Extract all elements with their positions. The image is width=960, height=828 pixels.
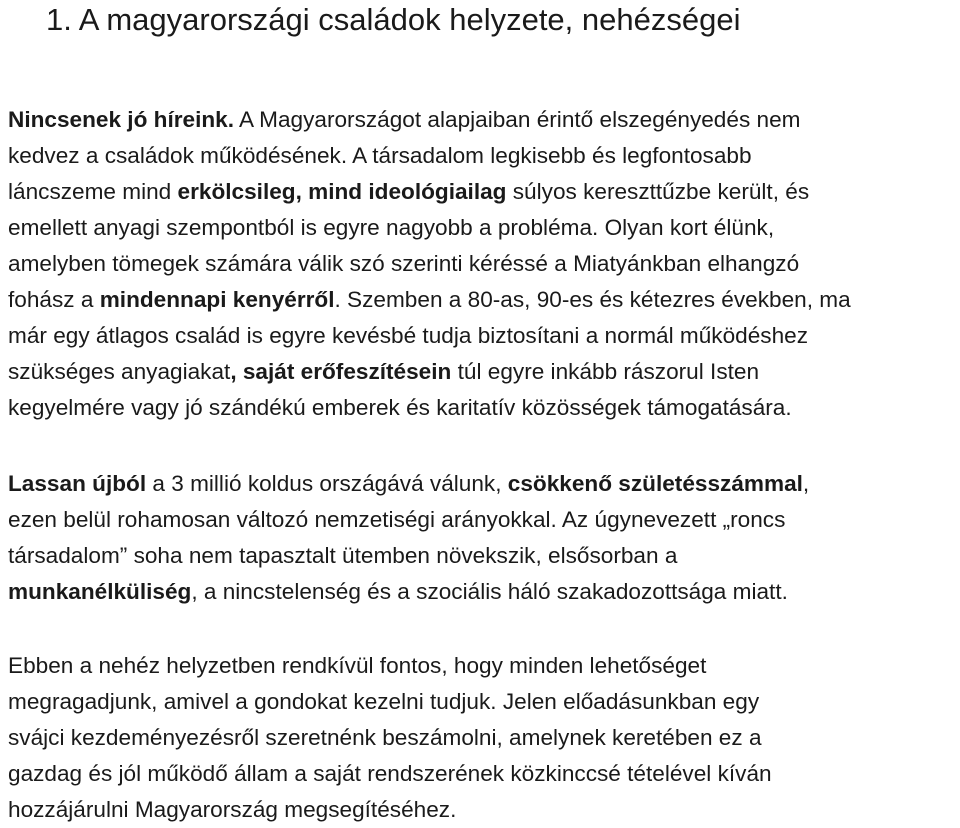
text-line: [8, 502, 956, 538]
bold-text-run: csökkenő születésszámmal: [507, 471, 803, 496]
text-run: már egy átlagos család is egyre kevésbé tudja biztosítani a normál működéshez: [8, 323, 808, 348]
text-run: hozzájárulni Magyarország megsegítéséhez.: [8, 797, 457, 822]
text-run: , a nincstelenség és a szociális háló szakadozottsága miatt.: [191, 579, 788, 604]
text-run: kegyelmére vagy jó szándékú emberek és karitatív közösségek támogatására.: [8, 395, 792, 420]
text-line: [8, 210, 956, 246]
text-line: [8, 318, 956, 354]
text-run: svájci kezdeményezésről szeretnénk beszámolni, amelynek keretében ez a: [8, 725, 762, 750]
text-line: [8, 102, 956, 138]
text-run: szükséges anyagiakat: [8, 359, 231, 384]
text-line: [8, 282, 956, 318]
text-run: emellett anyagi szempontból is egyre nagyobb a probléma. Olyan kort élünk,: [8, 215, 775, 240]
text-line: [8, 466, 956, 502]
text-line: [8, 138, 956, 174]
text-run: . Szemben a 80-as, 90-es és kétezres években, ma: [334, 287, 851, 312]
text-run: ezen belül rohamosan változó nemzetiségi arányokkal. Az úgynevezett „roncs: [8, 507, 786, 532]
text-line: [8, 792, 956, 828]
text-line: [8, 720, 956, 756]
text-run: Ebben a nehéz helyzetben rendkívül fontos, hogy minden lehetőséget: [8, 653, 707, 678]
bold-text-run: Lassan újból: [8, 471, 147, 496]
bold-text-run: munkanélküliség: [8, 579, 192, 604]
text-line: [8, 756, 956, 792]
text-run: társadalom” soha nem tapasztalt ütemben növekszik, elsősorban a: [8, 543, 678, 568]
bold-text-run: , saját erőfeszítésein: [230, 359, 452, 384]
text-run: túl egyre inkább rászorul Isten: [451, 359, 760, 384]
text-line: [8, 174, 956, 210]
text-line: [8, 354, 956, 390]
text-run: ,: [802, 471, 810, 496]
text-line: [8, 246, 956, 282]
text-run: a 3 millió koldus országává válunk,: [146, 471, 508, 496]
text-run: A Magyarországot alapjaiban érintő elszegényedés nem: [234, 107, 801, 132]
text-line: [8, 390, 956, 426]
text-line: [8, 574, 956, 610]
bold-text-run: erkölcsileg, mind ideológiailag: [177, 179, 507, 204]
text-run: súlyos kereszttűzbe került, és: [506, 179, 810, 204]
bold-text-run: mindennapi kenyérről: [99, 287, 335, 312]
text-run: gazdag és jól működő állam a saját rendszerének közkinccsé tételével kíván: [8, 761, 772, 786]
text-line: [8, 684, 956, 720]
text-run: fohász a: [8, 287, 100, 312]
paragraph-3: [8, 648, 956, 828]
text-run: láncszeme mind: [8, 179, 178, 204]
text-line: [8, 538, 956, 574]
text-run: megragadjunk, amivel a gondokat kezelni tudjuk. Jelen előadásunkban egy: [8, 689, 760, 714]
page-title: 1. A magyarországi családok helyzete, nehézségei: [46, 2, 741, 37]
text-line: [8, 648, 956, 684]
text-run: kedvez a családok működésének. A társadalom legkisebb és legfontosabb: [8, 143, 752, 168]
paragraph-1: [8, 102, 956, 426]
text-run: amelyben tömegek számára válik szó szerinti kéréssé a Miatyánkban elhangzó: [8, 251, 800, 276]
paragraph-2: [8, 466, 956, 610]
bold-text-run: Nincsenek jó híreink.: [8, 107, 235, 132]
